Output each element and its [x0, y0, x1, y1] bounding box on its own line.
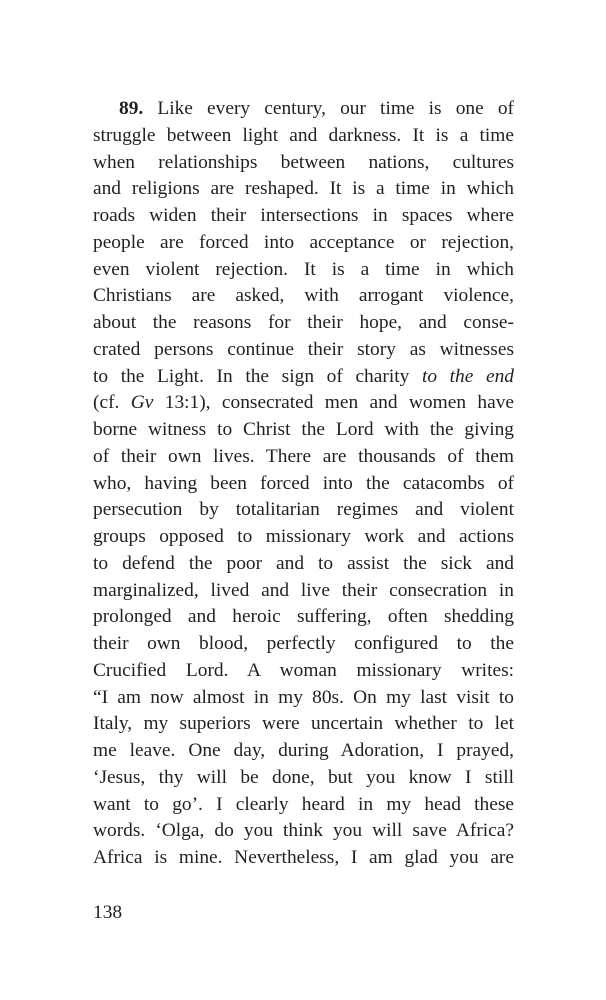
page-body [93, 96, 514, 872]
text-line-20: prolonged and heroic suffering, often shedding [93, 606, 514, 628]
emphasis-to-the-end: to the end [421, 365, 514, 387]
text-line-26: ‘Jesus, thy will be done, but you know I still [93, 766, 514, 788]
text-line-17: groups opposed to missionary work and actions [93, 526, 514, 547]
text-line-12-start: (cf. [93, 392, 131, 414]
text-line-29: Africa is mine. Nevertheless, I am glad you are [93, 847, 514, 868]
paragraph-number: 89. [119, 98, 144, 119]
text-line-10: crated persons continue their story as witnesses [93, 338, 514, 360]
page-number: 138 [93, 902, 123, 923]
text-line-11-start: to the Light. In the sign of charity [93, 365, 422, 387]
text-line-11 [93, 364, 514, 391]
text-line-21: their own blood, perfectly configured to the [93, 633, 514, 654]
text-line-6: people are forced into acceptance or rejection, [93, 231, 514, 253]
text-line-13: borne witness to Christ the Lord with the giving [93, 419, 514, 440]
text-line-3: when relationships between nations, cultures [93, 151, 514, 173]
text-line-15: who, having been forced into the catacombs of [93, 472, 514, 494]
text-line-7: even violent rejection. It is a time in which [93, 258, 514, 280]
text-line-16: persecution by totalitarian regimes and violent [93, 499, 514, 521]
text-line-8: Christians are asked, with arrogant violence, [93, 285, 514, 307]
text-line-1-rest: Like every century, our time is one of [143, 98, 514, 119]
text-line-18: to defend the poor and to assist the sick and [93, 552, 514, 574]
text-line-24: Italy, my superiors were uncertain whether to let [93, 713, 514, 735]
emphasis-gv: Gv [130, 392, 154, 414]
text-line-28: words. ‘Olga, do you think you will save Africa? [93, 820, 514, 842]
text-line-12 [93, 390, 514, 417]
text-line-12-end: 13:1), consecrated men and women have [153, 392, 514, 414]
text-line-5: roads widen their intersections in spaces where [93, 205, 514, 226]
text-line-23: “I am now almost in my 80s. On my last visit to [93, 686, 514, 708]
text-line-4: and religions are reshaped. It is a time in which [93, 178, 514, 200]
text-line-27: want to go’. I clearly heard in my head these [93, 793, 514, 815]
text-line-2: struggle between light and darkness. It is a time [93, 124, 514, 146]
text-line-9: about the reasons for their hope, and conse- [93, 312, 514, 333]
text-line-19: marginalized, lived and live their consecration in [93, 579, 514, 601]
text-line-14: of their own lives. There are thousands of them [93, 445, 514, 467]
text-line-1 [93, 96, 514, 123]
text-line-22: Crucified Lord. A woman missionary writes: [93, 659, 514, 681]
text-line-25: me leave. One day, during Adoration, I prayed, [93, 740, 514, 761]
